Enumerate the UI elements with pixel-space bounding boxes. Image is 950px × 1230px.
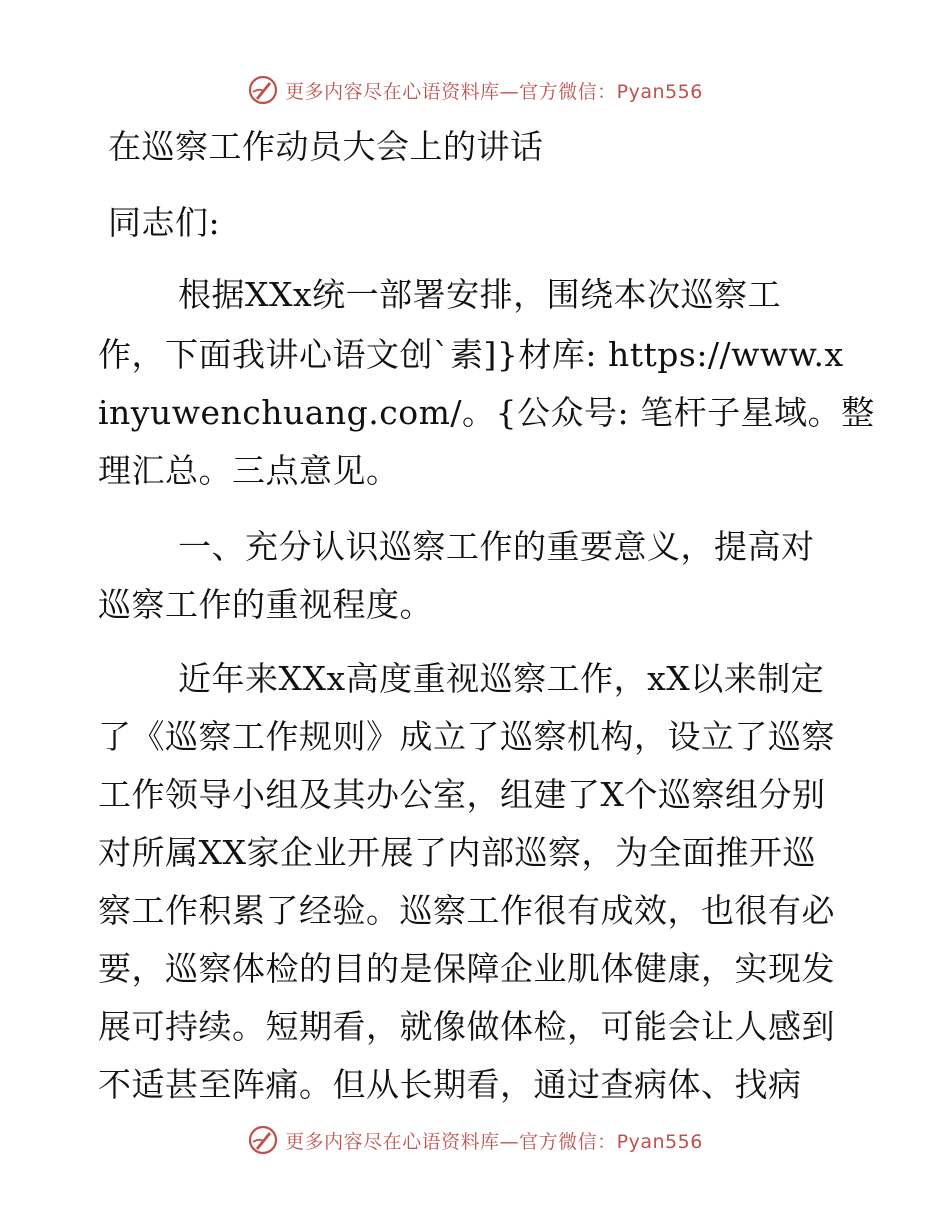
paragraph-line: 对所属XX家企业开展了内部巡察，为全面推开巡 — [98, 833, 816, 872]
footer-banner — [0, 1120, 950, 1160]
banner-text: 更多内容尽在心语资料库—官方微信：Pyan556 — [285, 1130, 703, 1153]
paragraph-line: 作，下面我讲心语文创`素]}材库: https://www.x — [98, 335, 844, 374]
section-heading-line: 巡察工作的重视程度。 — [98, 585, 433, 624]
paragraph-line: 了《巡察工作规则》成立了巡察机构，设立了巡察 — [98, 717, 835, 756]
paragraph-line: inyuwenchuang.com/。{公众号: 笔杆子星域。整 — [98, 393, 875, 432]
paragraph-line: 根据XXx统一部署安排，围绕本次巡察工 — [178, 275, 782, 314]
feather-pen-logo-icon — [247, 74, 279, 106]
greeting: 同志们: — [108, 203, 221, 242]
section-heading-line: 一、充分认识巡察工作的重要意义，提高对 — [178, 527, 815, 566]
paragraph-line: 不适甚至阵痛。但从长期看，通过查病体、找病 — [98, 1065, 802, 1104]
paragraph-line: 展可持续。短期看，就像做体检，可能会让人感到 — [98, 1007, 835, 1046]
paragraph-line: 工作领导小组及其办公室，组建了X个巡察组分别 — [98, 775, 826, 814]
page-title: 在巡察工作动员大会上的讲话 — [108, 127, 544, 166]
paragraph-line: 察工作积累了经验。巡察工作很有成效，也很有必 — [98, 891, 835, 930]
header-banner — [0, 70, 950, 110]
paragraph-line: 要，巡察体检的目的是保障企业肌体健康，实现发 — [98, 949, 835, 988]
paragraph-line: 理汇总。三点意见。 — [98, 451, 400, 490]
paragraph-line: 近年来XXx高度重视巡察工作，xX以来制定 — [178, 659, 825, 698]
banner-text: 更多内容尽在心语资料库—官方微信：Pyan556 — [285, 80, 703, 103]
feather-pen-logo-icon — [247, 1124, 279, 1156]
